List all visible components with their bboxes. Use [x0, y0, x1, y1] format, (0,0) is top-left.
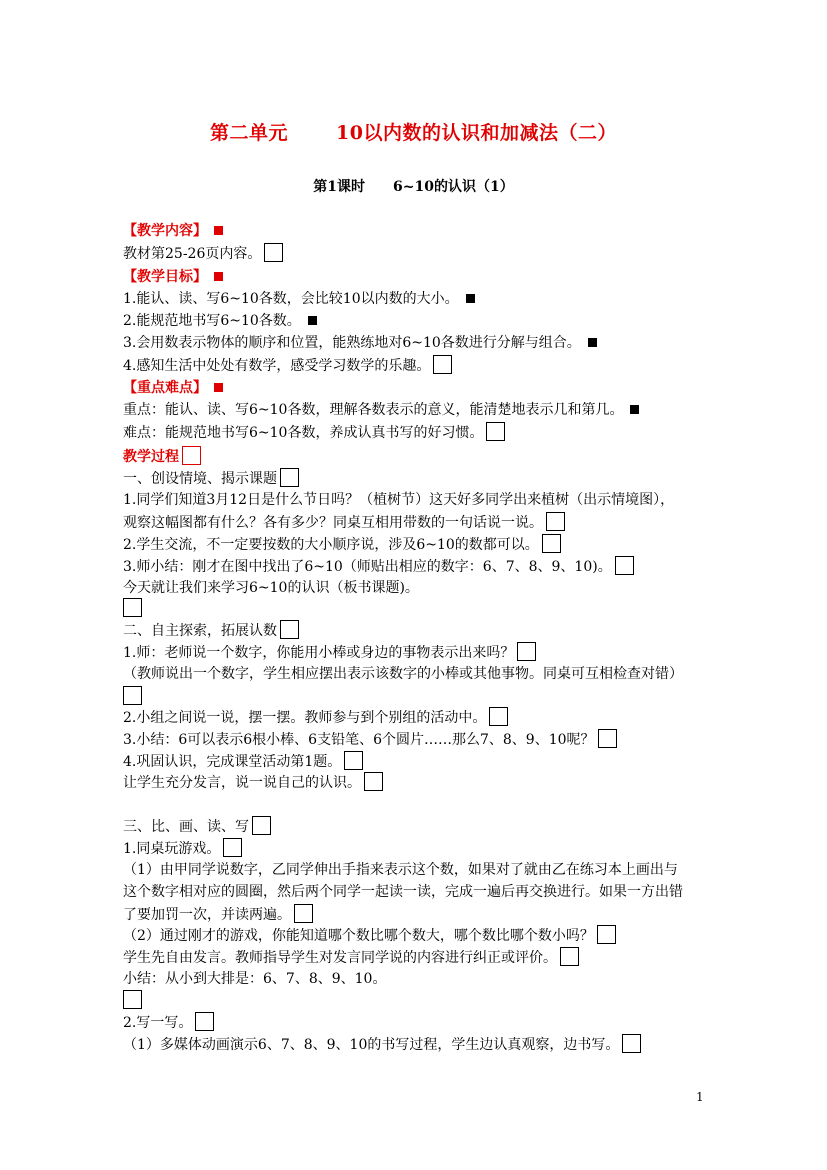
text-line: 3.师小结：刚才在图中找出了6~10（师贴出相应的数字：6、7、8、9、10)。 [123, 556, 634, 577]
text-line: 3.会用数表示物体的顺序和位置，能熟练地对6~10各数进行分解与组合。 [123, 333, 597, 353]
filled-square-icon [588, 338, 597, 347]
checkbox-square-icon [294, 904, 313, 923]
text-line: 2.小组之间说一说，摆一摆。教师参与到个别组的活动中。 [123, 707, 508, 728]
unit-label: 第二单元 [210, 122, 289, 144]
checkbox-square-icon [264, 243, 283, 262]
filled-square-icon [630, 405, 639, 414]
lesson-subtitle [0, 176, 827, 196]
checkbox-square-icon [195, 1012, 214, 1031]
square-line [123, 990, 142, 1011]
filled-square-icon [308, 316, 317, 325]
checkbox-square-icon [344, 751, 363, 770]
checkbox-square-icon [364, 772, 383, 791]
checkbox-square-icon [433, 355, 452, 374]
filled-square-icon [214, 383, 223, 392]
checkbox-square-icon [252, 816, 271, 835]
checkbox-square-icon [123, 598, 142, 617]
lesson-number: 第1课时 [313, 179, 366, 195]
checkbox-square-icon [486, 422, 505, 441]
text-line: 学生先自由发言。教师指导学生对发言同学说的内容进行纠正或评价。 [123, 947, 579, 968]
filled-square-icon [214, 226, 223, 235]
text-line: 3.小结：6可以表示6根小棒、6支铅笔、6个圆片……那么7、8、9、10呢？ [123, 729, 617, 750]
text-line: 4.巩固认识，完成课堂活动第1题。 [123, 751, 363, 772]
text-line: 今天就让我们来学习6~10的认识（板书课题)。 [123, 580, 419, 596]
checkbox-square-icon [280, 620, 299, 639]
page-number: 1 [696, 1090, 704, 1104]
text-line: 这个数字相对应的圆圈，然后两个同学一起读一读，完成一遍后再交换进行。如果一方出错 [123, 884, 683, 900]
checkbox-square-icon [182, 446, 201, 465]
unit-topic: 10以内数的认识和加减法（二） [336, 122, 617, 144]
text-line: 1.能认、读、写6~10各数，会比较10以内数的大小。 [123, 289, 475, 309]
text-line: 2.学生交流，不一定要按数的大小顺序说，涉及6~10的数都可以。 [123, 534, 561, 555]
text-line: （教师说出一个数字，学生相应摆出表示该数字的小棒或其他事物。同桌可互相检查对错） [123, 666, 683, 682]
checkbox-square-icon [546, 512, 565, 531]
section-heading-process: 教学过程 [123, 446, 201, 467]
checkbox-square-icon [517, 642, 536, 661]
checkbox-square-icon [123, 686, 142, 705]
text-line: 2.能规范地书写6~10各数。 [123, 311, 317, 331]
text-line: 重点：能认、读、写6~10各数，理解各数表示的意义，能清楚地表示几和第几。 [123, 400, 639, 420]
text-line: 三、比、画、读、写 [123, 816, 271, 837]
text-line: 观察这幅图都有什么？各有多少？同桌互相用带数的一句话说一说。 [123, 512, 565, 533]
text-line: 1.同桌玩游戏。 [123, 838, 242, 859]
text-line: 教材第25-26页内容。 [123, 243, 283, 264]
filled-square-icon [214, 272, 223, 281]
text-line: 一、创设情境、揭示课题 [123, 468, 299, 489]
text-line: （2）通过刚才的游戏，你能知道哪个数比哪个数大，哪个数比哪个数小吗？ [123, 925, 616, 946]
square-line [123, 686, 142, 707]
section-heading-content: 【教学内容】 [123, 221, 223, 241]
checkbox-square-icon [597, 925, 616, 944]
text-line: （1）多媒体动画演示6、7、8、9、10的书写过程，学生边认真观察，边书写。 [123, 1034, 641, 1055]
checkbox-square-icon [560, 947, 579, 966]
checkbox-square-icon [615, 556, 634, 575]
text-line: 难点：能规范地书写6~10各数，养成认真书写的好习惯。 [123, 422, 505, 443]
square-line [123, 598, 142, 619]
checkbox-square-icon [489, 707, 508, 726]
text-line: 小结：从小到大排是：6、7、8、9、10。 [123, 971, 387, 987]
checkbox-square-icon [123, 990, 142, 1009]
text-line: 4.感知生活中处处有数学，感受学习数学的乐趣。 [123, 355, 452, 376]
checkbox-square-icon [223, 838, 242, 857]
section-heading-keypoints: 【重点难点】 [123, 378, 223, 398]
text-line: 二、自主探索，拓展认数 [123, 620, 299, 641]
text-line: 让学生充分发言，说一说自己的认识。 [123, 772, 383, 793]
text-line: 1.同学们知道3月12日是什么节日吗？（植树节）这天好多同学出来植树（出示情境图）， [123, 492, 675, 508]
text-line: 了要加罚一次，并读两遍。 [123, 904, 313, 925]
checkbox-square-icon [542, 534, 561, 553]
checkbox-square-icon [280, 468, 299, 487]
checkbox-square-icon [598, 729, 617, 748]
checkbox-square-icon [622, 1034, 641, 1053]
text-line: （1）由甲同学说数字，乙同学伸出手指来表示这个数，如果对了就由乙在练习本上画出与 [123, 862, 678, 878]
filled-square-icon [466, 294, 475, 303]
section-heading-goals: 【教学目标】 [123, 267, 223, 287]
page-title [0, 118, 827, 145]
text-line: 1.师：老师说一个数字，你能用小棒或身边的事物表示出来吗？ [123, 642, 536, 663]
text-line: 2.写一写。 [123, 1012, 214, 1033]
lesson-topic: 6~10的认识（1） [393, 179, 514, 195]
